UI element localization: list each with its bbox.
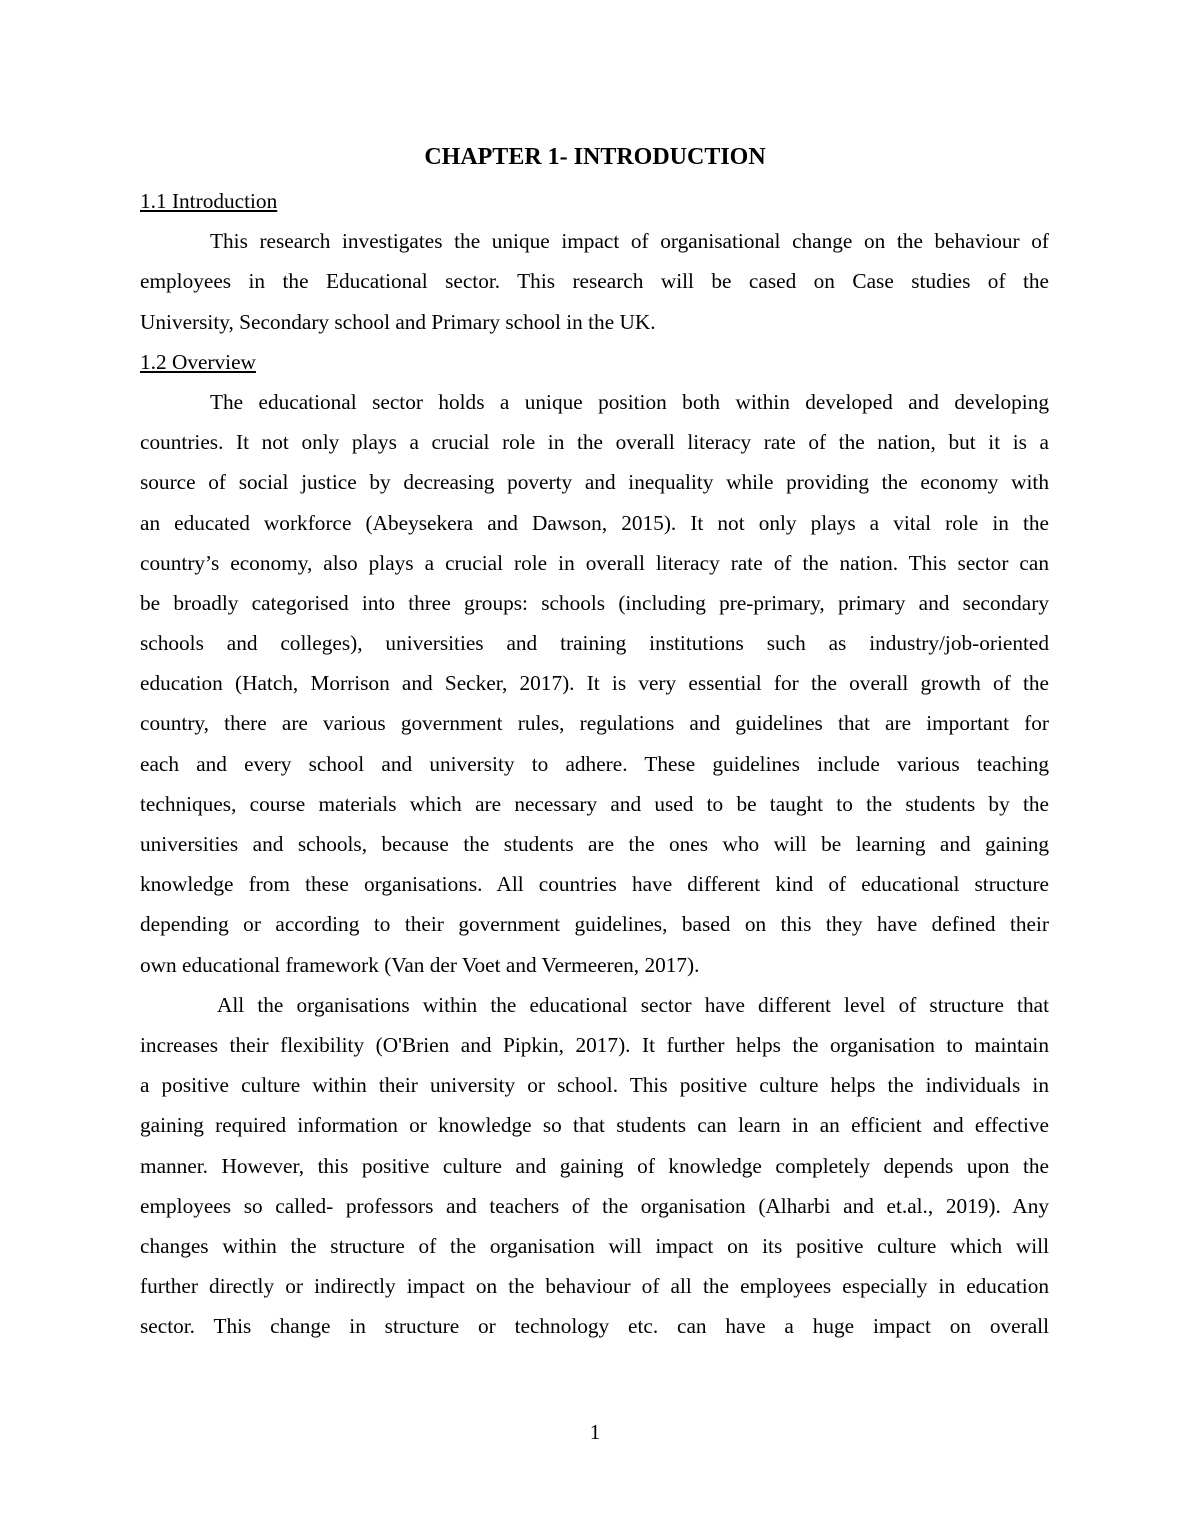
paragraph-line: be broadly categorised into three groups: schools (including pre-primary, primary and secondary: [140, 590, 1049, 615]
paragraph-line: University, Secondary school and Primary school in the UK.: [140, 309, 656, 334]
paragraph-line: further directly or indirectly impact on the behaviour of all the employees especially in education: [140, 1274, 1049, 1299]
paragraph-line: sector. This change in structure or technology etc. can have a huge impact on overall: [140, 1314, 1049, 1339]
paragraph-line: source of social justice by decreasing poverty and inequality while providing the economy with: [140, 470, 1049, 495]
paragraph-line: an educated workforce (Abeysekera and Dawson, 2015). It not only plays a vital role in the: [140, 510, 1049, 535]
paragraph-line: changes within the structure of the organisation will impact on its positive culture which will: [140, 1233, 1049, 1258]
paragraph-line: The educational sector holds a unique position both within developed and developing: [210, 389, 1049, 414]
paragraph-line: depending or according to their government guidelines, based on this they have defined their: [140, 912, 1049, 937]
paragraph-line: country, there are various government rules, regulations and guidelines that are important for: [140, 711, 1049, 736]
paragraph-line: countries. It not only plays a crucial role in the overall literacy rate of the nation, but it is a: [140, 430, 1049, 455]
paragraph-line: This research investigates the unique impact of organisational change on the behaviour of: [210, 229, 1049, 254]
section-heading: 1.1 Introduction: [140, 189, 278, 213]
paragraph-line: own educational framework (Van der Voet and Vermeeren, 2017).: [140, 952, 700, 977]
paragraph-line: All the organisations within the educational sector have different level of structure that: [217, 992, 1049, 1017]
paragraph-line: employees so called- professors and teachers of the organisation (Alharbi and et.al., 2019). Any: [140, 1193, 1049, 1218]
paragraph-line: education (Hatch, Morrison and Secker, 2017). It is very essential for the overall growth of the: [140, 671, 1049, 696]
paragraph-line: schools and colleges), universities and training institutions such as industry/job-oriented: [140, 631, 1049, 656]
chapter-title: CHAPTER 1- INTRODUCTION: [424, 144, 766, 170]
paragraph-line: increases their flexibility (O'Brien and Pipkin, 2017). It further helps the organisation to maintain: [140, 1032, 1049, 1057]
paragraph-line: universities and schools, because the students are the ones who will be learning and gaining: [140, 832, 1049, 856]
section-heading: 1.2 Overview: [140, 349, 256, 374]
paragraph-line: knowledge from these organisations. All countries have different kind of educational structure: [140, 872, 1049, 897]
paragraph-line: a positive culture within their university or school. This positive culture helps the individuals in: [140, 1073, 1049, 1098]
paragraph-line: manner. However, this positive culture and gaining of knowledge completely depends upon the: [140, 1153, 1049, 1178]
page-number: 1: [589, 1420, 601, 1444]
paragraph-line: country’s economy, also plays a crucial role in overall literacy rate of the nation. This sector can: [140, 550, 1049, 575]
paragraph-line: gaining required information or knowledge so that students can learn in an efficient and effective: [140, 1113, 1049, 1138]
document-body: [140, 181, 1049, 1346]
paragraph-line: techniques, course materials which are necessary and used to be taught to the students by the: [140, 791, 1049, 816]
paragraph-line: employees in the Educational sector. This research will be cased on Case studies of the: [140, 269, 1049, 294]
paragraph-line: each and every school and university to adhere. These guidelines include various teaching: [140, 751, 1049, 776]
